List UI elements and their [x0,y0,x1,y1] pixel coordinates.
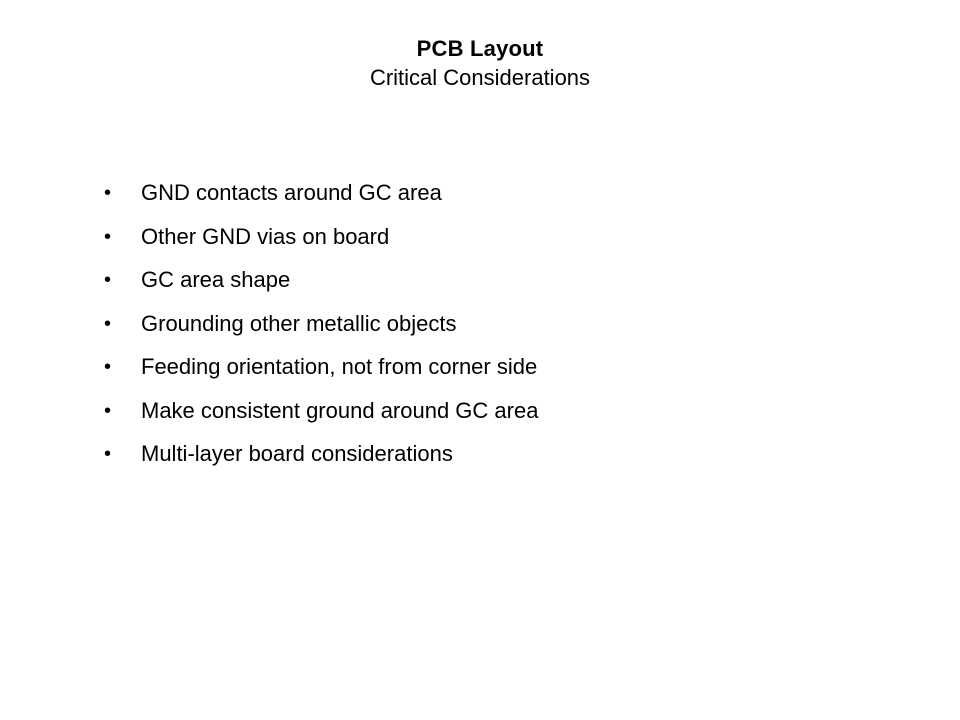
bullet-text: GND contacts around GC area [141,180,442,205]
bullet-icon: • [104,269,112,291]
bullet-icon: • [104,182,112,204]
bullet-text: Make consistent ground around GC area [141,397,539,423]
bullet-icon: • [104,443,112,465]
bullet-icon: • [104,225,112,248]
bullet-text: Other GND vias on board [141,223,390,249]
title-block [0,34,960,92]
bullet-icon: • [104,356,112,378]
bullet-text: Feeding orientation, not from corner side [141,354,538,379]
bullet-text: GC area shape [141,267,291,292]
bullet-text: Multi-layer board considerations [141,441,453,466]
slide-subtitle: Critical Considerations [369,65,591,90]
slide-title: PCB Layout [416,36,544,61]
bullet-icon: • [104,399,112,422]
bullet-icon: • [104,312,112,335]
bullet-text: Grounding other metallic objects [141,310,457,336]
